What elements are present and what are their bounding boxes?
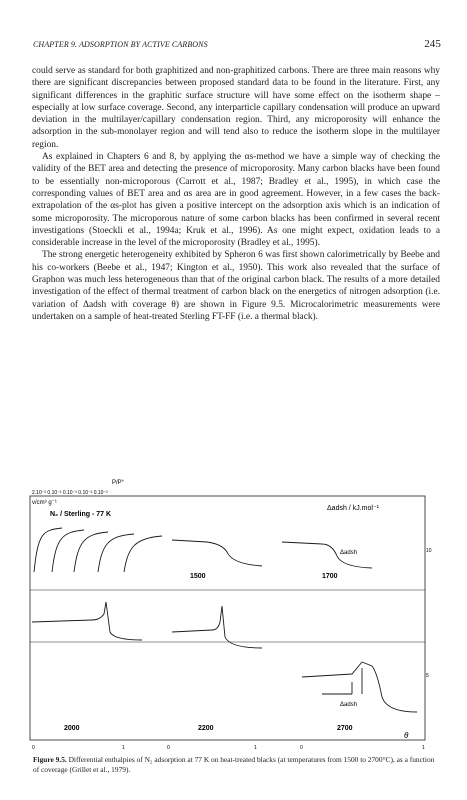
enthalpy-guide-lines: [322, 668, 362, 694]
axis-unit-label: v/cm³ g⁻¹: [32, 500, 57, 506]
figure-plot: [22, 472, 440, 752]
panel-label-2200: 2200: [198, 725, 214, 732]
enthalpy-curve-2000: [32, 602, 142, 640]
caption-text: Differential enthalpies of N₂ adsorption at 77 K on heat-treated blacks (at temperatures from 1500 to 2700°C), as a function of coverage (Grillet et al., 1979).: [33, 755, 435, 774]
bottom-tick: 1: [122, 745, 125, 751]
bottom-tick: 0: [32, 745, 35, 751]
pp0-label: P/P°: [112, 480, 125, 486]
enthalpy-curve-1700: [282, 542, 372, 568]
bottom-tick: 1: [254, 745, 257, 751]
running-header: [33, 38, 441, 52]
enthalpy-curve-2700: [302, 662, 417, 712]
enthalpy-curve-1500: [172, 540, 262, 566]
panel-label-1500: 1500: [190, 573, 206, 580]
paragraph-1: could serve as standard for both graphitized and non-graphitized carbons. There are three main reasons why there are significant discrepancies between proposed standard data to be found in the literature. First, any significant differences in the graphitic surface structure will have some effect on the isotherm shape – especially at low surface coverage. Second, any interparticle capillary condensation will produce an upward deviation in the multilayer/capillary condensation region. Third, any microporosity will enhance the adsorption in the sub-monolayer region and will tend also to reduce the isotherm slope in the multilayer region.: [32, 66, 440, 150]
panel-label-2700: 2700: [337, 725, 353, 732]
isotherm-curve: [98, 534, 134, 572]
figure-caption: [33, 755, 438, 774]
enthalpy-symbol-upper: Δadsh: [340, 550, 358, 556]
paragraph-3: The strong energetic heterogeneity exhibited by Spheron 6 was first shown calorimetrically by Beebe and his co-workers (Beebe et al., 1947; Kington et al., 1950). This work also revealed that the surface of Graphon was much less heterogeneous than that of the original carbon black. The results of a more detailed investigation of the effect of thermal treatment of carbon black on the energetics of nitrogen adsorption (i.e. variation of Δadsh with coverage θ) are shown in Figure 9.5. Microcalorimetric measurements were undertaken on a sample of heat-treated Sterling FT-FF (i.e. a thermal black).: [32, 250, 440, 322]
isotherm-curve: [34, 528, 62, 572]
bottom-tick: 0: [300, 745, 303, 751]
page-number: 245: [424, 38, 441, 50]
theta-label: θ: [404, 731, 409, 740]
enthalpy-symbol-lower: Δadsh: [340, 702, 358, 708]
panel-label-1700: 1700: [322, 573, 338, 580]
caption-label: Figure 9.5.: [33, 755, 67, 764]
bottom-tick: 1: [422, 745, 425, 751]
right-tick-5: 5: [426, 673, 429, 679]
bottom-ticks: [32, 745, 425, 751]
isotherm-curve: [124, 536, 162, 572]
isotherm-curve: [52, 530, 84, 572]
body-text: [32, 65, 440, 323]
system-label: N₂ / Sterling - 77 K: [50, 511, 112, 518]
enthalpy-label: Δadsh / kJ.mol⁻¹: [327, 505, 379, 512]
pp0-ticks: 2.10⁻² 0.10⁻² 0.10⁻² 0.10⁻² 0.10⁻²: [32, 490, 108, 496]
running-title: CHAPTER 9. ADSORPTION BY ACTIVE CARBONS: [33, 40, 208, 49]
isotherm-curves: [34, 528, 162, 572]
bottom-tick: 0: [167, 745, 170, 751]
panel-label-2000: 2000: [64, 725, 80, 732]
right-tick-10: 10: [426, 548, 432, 554]
figure-frame: [30, 496, 425, 740]
enthalpy-curves: [32, 540, 417, 712]
figure-9-5: [22, 472, 440, 752]
paragraph-2: As explained in Chapters 6 and 8, by applying the αs-method we have a simple way of checking the validity of the BET area and detecting the presence of microporosity. Many carbon blacks have been found to be essentially non-microporous (Carrott et al., 1987; Bradley et al., 1995), in which case the corresponding values of BET area and αs area are in good agreement. However, in a few cases the back-extrapolation of the αs-plot has given a positive intercept on the adsorption axis which is an indication of some microporosity. The microporous nature of some carbon blacks has been confirmed in several recent investigations (Stoeckli et al., 1994a; Kruk et al., 1996). As one might expect, oxidation leads to a considerable increase in the level of the microporosity (Bradley et al., 1995).: [32, 152, 440, 249]
